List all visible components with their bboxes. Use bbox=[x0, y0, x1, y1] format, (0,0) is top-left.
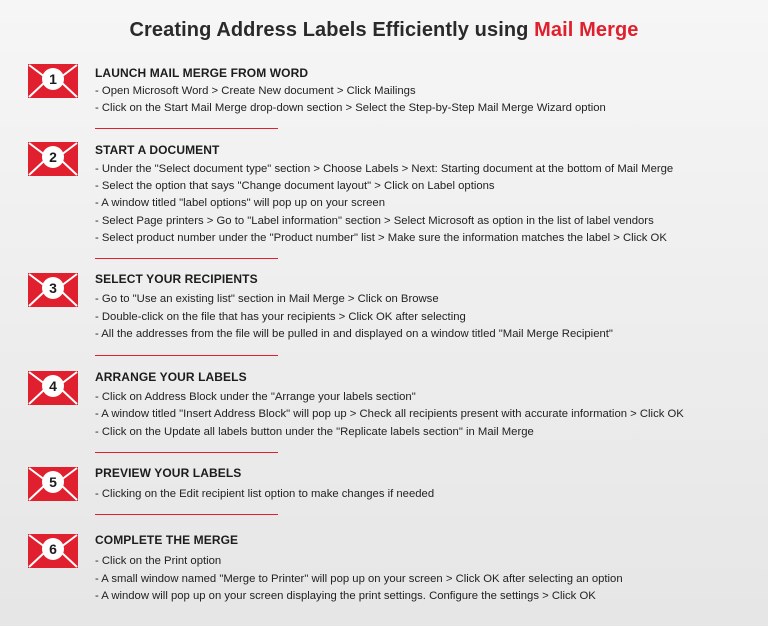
envelope-icon bbox=[28, 371, 78, 405]
step-heading: ARRANGE YOUR LABELS bbox=[95, 370, 247, 384]
envelope-icon bbox=[28, 467, 78, 501]
step-line: - Clicking on the Edit recipient list option to make changes if needed bbox=[95, 488, 435, 500]
step-number: 3 bbox=[42, 277, 64, 299]
step-heading: SELECT YOUR RECIPIENTS bbox=[95, 272, 258, 286]
step-line: - Open Microsoft Word > Create New document > Click Mailings bbox=[95, 85, 416, 97]
title-accent: Mail Merge bbox=[534, 19, 639, 41]
envelope-icon bbox=[28, 64, 78, 98]
step-line: - A small window named "Merge to Printer" will pop up on your screen > Click OK after selecting an option bbox=[95, 573, 623, 585]
step-line: - Click on the Update all labels button under the "Replicate labels section" in Mail Merge bbox=[95, 426, 534, 438]
step-number: 4 bbox=[42, 375, 64, 397]
step-line: - A window titled "label options" will pop up on your screen bbox=[95, 197, 385, 209]
step-heading: LAUNCH MAIL MERGE FROM WORD bbox=[95, 66, 309, 80]
step-line: - Select product number under the "Product number" list > Make sure the information matches the label > Click OK bbox=[95, 232, 667, 244]
step-line: - Select the option that says "Change document layout" > Click on Label options bbox=[95, 180, 495, 192]
envelope-icon bbox=[28, 534, 78, 568]
envelope-icon bbox=[28, 273, 78, 307]
step-line: - Click on the Print option bbox=[95, 555, 222, 567]
step-heading: PREVIEW YOUR LABELS bbox=[95, 466, 242, 480]
step-line: - Double-click on the file that has your recipients > Click OK after selecting bbox=[95, 311, 466, 323]
envelope-icon bbox=[28, 142, 78, 176]
divider bbox=[95, 452, 278, 453]
divider bbox=[95, 514, 278, 515]
step-line: - Click on the Start Mail Merge drop-down section > Select the Step-by-Step Mail Merge Wizard option bbox=[95, 102, 606, 114]
step-number: 6 bbox=[42, 538, 64, 560]
step-number: 1 bbox=[42, 68, 64, 90]
page-title bbox=[0, 19, 768, 42]
step-line: - Click on Address Block under the "Arrange your labels section" bbox=[95, 391, 416, 403]
step-line: - Select Page printers > Go to "Label information" section > Select Microsoft as option in the list of label vendors bbox=[95, 215, 654, 227]
title-main: Creating Address Labels Efficiently using bbox=[129, 19, 535, 41]
divider bbox=[95, 128, 278, 129]
step-line: - Go to "Use an existing list" section in Mail Merge > Click on Browse bbox=[95, 293, 439, 305]
step-line: - A window titled "Insert Address Block" will pop up > Check all recipients present with accurate information > Click OK bbox=[95, 408, 684, 420]
step-line: - All the addresses from the file will be pulled in and displayed on a window titled "Mail Merge Recipient" bbox=[95, 328, 613, 340]
step-heading: COMPLETE THE MERGE bbox=[95, 533, 239, 547]
step-number: 5 bbox=[42, 471, 64, 493]
step-heading: START A DOCUMENT bbox=[95, 143, 220, 157]
step-line: - Under the "Select document type" section > Choose Labels > Next: Starting document at the bottom of Mail Merge bbox=[95, 163, 674, 175]
divider bbox=[95, 258, 278, 259]
divider bbox=[95, 355, 278, 356]
step-line: - A window will pop up on your screen displaying the print settings. Configure the settings > Click OK bbox=[95, 590, 596, 602]
step-number: 2 bbox=[42, 146, 64, 168]
